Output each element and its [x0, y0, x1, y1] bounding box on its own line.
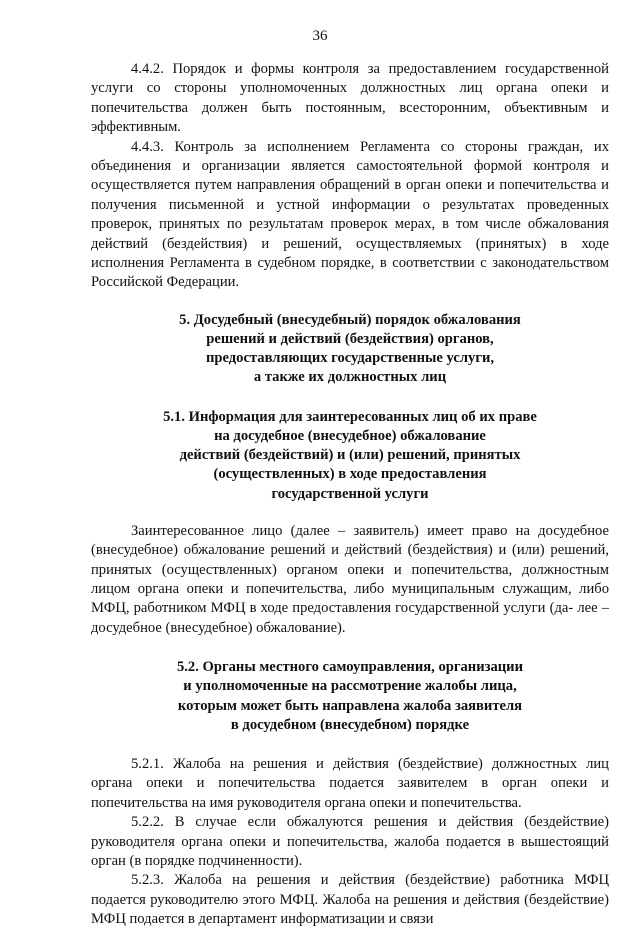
page-content	[91, 60, 609, 930]
heading-line: 5.2. Органы местного самоуправления, организации	[176, 659, 523, 676]
heading-line: решений и действий (бездействия) органов,	[206, 331, 494, 348]
heading-line: предоставляющих государственные услуги,	[205, 350, 495, 367]
paragraph-4-4-2: 4.4.2. Порядок и формы контроля за предоставлением государственной услуги со стороны уполномоченных должностных лиц органа опеки и попечительства должен быть постоянным, всесторонним, объективным и эффективным.	[91, 61, 609, 136]
heading-line: а также их должностных лиц	[253, 369, 447, 386]
page-number: 36	[312, 28, 328, 44]
paragraph-5-2-2: 5.2.2. В случае если обжалуются решения и действия (бездействие) руководителя органа опеки и попечительства, жалоба подается в вышестоящий орган (в порядке подчиненности).	[91, 814, 609, 869]
section-5-1-heading	[91, 408, 609, 504]
paragraph-5-2-3: 5.2.3. Жалоба на решения и действия (бездействие) работника МФЦ подается руководителю этого МФЦ. Жалоба на решения и действия (бездействие) МФЦ подается в департамент информатизации и связи	[91, 872, 609, 928]
heading-line: 5. Досудебный (внесудебный) порядок обжалования	[179, 311, 521, 328]
heading-line: которым может быть направлена жалоба заявителя	[177, 697, 523, 714]
heading-line: государственной услуги	[271, 485, 429, 502]
section-5-heading	[91, 311, 609, 388]
paragraph-5-2-1: 5.2.1. Жалоба на решения и действия (бездействие) должностных лиц органа опеки и попечительства подается заявителем в орган опеки и попечительства на имя руководителя органа опеки и попечительства.	[91, 755, 609, 811]
heading-line: и уполномоченные на рассмотрение жалобы лица,	[183, 678, 517, 695]
paragraph-5-1-text: Заинтересованное лицо (далее – заявитель) имеет право на досудебное (внесудебное) обжалование решений и действий (бездействия) и (или) решений, принятых (осуществленных) органом опеки и попечительства, должностным лицом органа опеки и попечительства, либо муниципальным служащим, либо МФЦ, работником МФЦ в ходе предоставления государственной услуги (да- лее – досудебное (внесудебное) обжалование).	[91, 522, 609, 636]
heading-line: в досудебном (внесудебном) порядке	[230, 716, 470, 733]
section-5-2-heading	[91, 658, 609, 735]
heading-line: на досудебное (внесудебное) обжалование	[214, 427, 486, 444]
heading-line: 5.1. Информация для заинтересованных лиц об их праве	[163, 408, 537, 425]
paragraph-4-4-3: 4.4.3. Контроль за исполнением Регламента со стороны граждан, их объединения и организации является самостоятельной формой контроля и осуществляется путем направления обращений в орган опеки и попечительства и получения письменной и устной информации о результатах проведенных проверок, принятых по результатам проверок мерах, в том числе обжалования действий (бездействия) и решений, осуществляемых (принятых) в ходе исполнения Регламента в судебном порядке, в соответствии с законодательством Российской Федерации.	[91, 138, 609, 291]
heading-line: действий (бездействий) и (или) решений, принятых	[179, 447, 521, 464]
heading-line: (осуществленных) в ходе предоставления	[213, 466, 487, 483]
